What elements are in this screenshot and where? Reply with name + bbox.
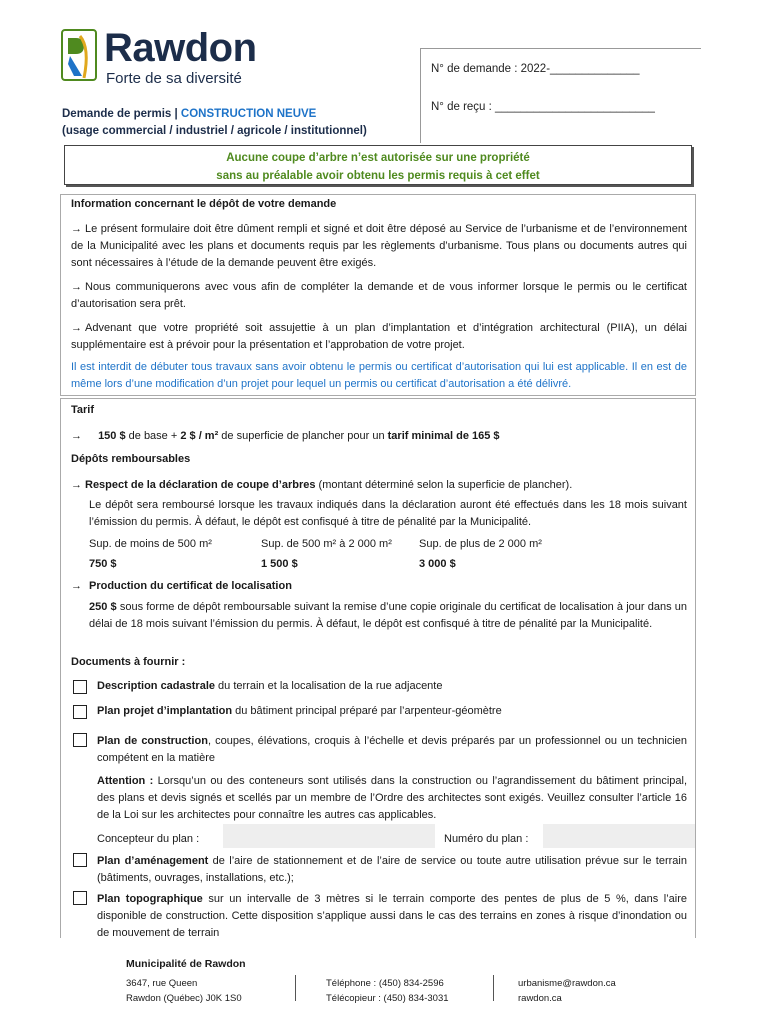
sup-label-3: Sup. de plus de 2 000 m² <box>419 538 542 550</box>
logo-emblem-icon <box>60 28 100 84</box>
arrow-icon: → <box>71 580 82 592</box>
footer-contact <box>518 976 616 1006</box>
info-paragraph-4: Il est interdit de débuter tous travaux sans avoir obtenu le permis ou certificat d’autorisation qui lui est applicable. Il en est de même lors d’une modification d’un projet pour lequel un permis ou certificat d’autorisation a été délivré. <box>71 361 687 390</box>
info-title: Information concernant le dépôt de votre demande <box>71 198 337 210</box>
sup-amount-3: 3 000 $ <box>419 558 456 570</box>
arrow-icon: → <box>71 322 82 334</box>
form-title <box>62 106 367 140</box>
reference-box <box>420 48 701 143</box>
checkbox-cadastrale[interactable] <box>73 680 87 694</box>
checkbox-topographique[interactable] <box>73 891 87 905</box>
concepteur-label: Concepteur du plan : <box>97 833 200 845</box>
tarif-title: Tarif <box>71 404 95 416</box>
footer-phones: Téléphone : (450) 834-2596 Télécopieur : (450) 834-3031 <box>326 978 449 1004</box>
numero-input[interactable] <box>543 824 695 848</box>
info-paragraph-2: → Nous communiquerons avec vous afin de compléter la demande et de vous informer lorsque le permis ou le certificat d’autorisation sera prêt. <box>71 281 687 310</box>
doc-topographique: Plan topographique sur un intervalle de 3 mètres si le terrain comporte des pentes de plus de 5 %, dans l’aire disponible de construction. Cette disposition s’applique aussi dans le cas des terrains en zones à risque d’inondation ou de mouvement de terrain <box>97 893 688 939</box>
localisation-text: 250 $ sous forme de dépôt remboursable suivant la remise d’une copie originale du certificat de localisation à jour dans un délai de 18 mois suivant l’émission du permis. À défaut, le dépôt est confisqué à titre de pénalité par la Municipalité. <box>89 601 688 630</box>
sup-amount-1: 750 $ <box>89 558 117 570</box>
title-prefix: Demande de permis | <box>62 108 181 120</box>
tarif-line: → 150 $ de base + 2 $ / m² de superficie de plancher pour un tarif minimal de 165 $ <box>71 428 687 445</box>
rawdon-logo <box>60 26 270 90</box>
warning-line-1: Aucune coupe d’arbre n’est autorisée sur une propriété <box>226 152 530 164</box>
arrow-icon: → <box>71 223 82 235</box>
title-type: CONSTRUCTION NEUVE <box>180 108 317 120</box>
footer-website[interactable]: rawdon.ca <box>518 993 562 1004</box>
doc-implantation: Plan projet d’implantation du bâtiment principal préparé par l’arpenteur-géomètre <box>97 705 502 717</box>
arrow-icon: → <box>71 281 82 293</box>
info-paragraph-1: → Le présent formulaire doit être dûment rempli et signé et doit être déposé au Service de l’urbanisme et de l’environnement de la Municipalité avec les plans et documents requis par les règlements d’urbanisme. Tous plans ou documents autres qui sont nécessaires à l’étude de la demande peuvent être exigés. <box>71 223 687 269</box>
info-section <box>60 194 696 396</box>
checkbox-implantation[interactable] <box>73 705 87 719</box>
coupe-heading: → Respect de la déclaration de coupe d’arbres (montant déterminé selon la superficie de plancher). <box>71 477 687 494</box>
concepteur-input[interactable] <box>223 824 435 848</box>
depots-title: Dépôts remboursables <box>71 453 191 465</box>
warning-line-2: sans au préalable avoir obtenu les permis requis à cet effet <box>216 170 540 182</box>
footer-divider <box>493 975 494 1001</box>
footer-address: 3647, rue Queen Rawdon (Québec) J0K 1S0 <box>126 978 242 1004</box>
info-paragraph-3: → Advenant que votre propriété soit assujettie à un plan d’implantation et d’intégration architectural (PIIA), un délai supplémentaire est à prévoir pour la présentation et l’approbation de votre projet. <box>71 322 687 351</box>
doc-construction: Plan de construction, coupes, élévations, croquis à l’échelle et devis préparés par un professionnel ou un technicien compétent en la matière <box>97 735 687 764</box>
coupe-text: Le dépôt sera remboursé lorsque les travaux indiqués dans la déclaration auront été effectués dans les 18 mois suivant l’émission du permis. À défaut, le dépôt est confisqué à titre de pénalité par la Municipalité. <box>89 499 687 528</box>
footer-email[interactable]: urbanisme@rawdon.ca <box>518 978 616 989</box>
checkbox-construction[interactable] <box>73 733 87 747</box>
logo-word: Rawdon <box>104 26 257 70</box>
checkbox-amenagement[interactable] <box>73 853 87 867</box>
localisation-heading: → Production du certificat de localisation <box>71 578 687 595</box>
tree-cutting-warning <box>64 145 692 185</box>
attention-note: Attention : Lorsqu’un ou des conteneurs sont utilisés dans la construction ou l’agrandissement du bâtiment principal, des plans et devis signés et scellés par un membre de l’Ordre des architectes sont exigés. Veuillez consulter l’article 16 de la Loi sur les architectes pour connaître les autres cas applicables. <box>97 775 687 821</box>
sup-label-2: Sup. de 500 m² à 2 000 m² <box>261 538 392 550</box>
docs-title: Documents à fournir : <box>71 656 186 668</box>
sup-label-1: Sup. de moins de 500 m² <box>89 538 212 550</box>
numero-label: Numéro du plan : <box>444 833 529 845</box>
recu-number-field[interactable]: N° de reçu : _________________________ <box>431 101 655 113</box>
footer-divider <box>295 975 296 1001</box>
footer-municipality: Municipalité de Rawdon <box>126 958 246 970</box>
demande-number-field[interactable]: N° de demande : 2022-______________ <box>431 63 640 75</box>
sup-amount-2: 1 500 $ <box>261 558 298 570</box>
arrow-icon: → <box>71 430 82 442</box>
doc-cadastrale: Description cadastrale du terrain et la localisation de la rue adjacente <box>97 680 443 692</box>
doc-amenagement: Plan d’aménagement de l’aire de stationnement et de l’aire de service ou toute autre utilisation prévue sur le terrain (bâtiments, ouvrages, installations, etc.); <box>97 855 687 884</box>
title-usage: (usage commercial / industriel / agricole / institutionnel) <box>62 125 367 137</box>
logo-tagline: Forte de sa diversité <box>106 70 242 87</box>
arrow-icon: → <box>71 479 82 491</box>
tarif-section <box>60 398 696 938</box>
